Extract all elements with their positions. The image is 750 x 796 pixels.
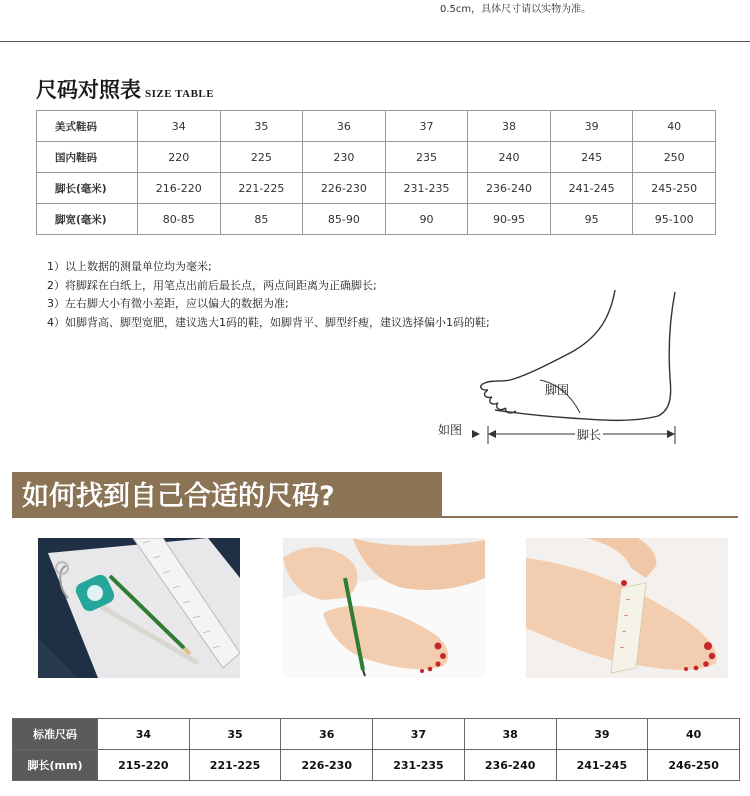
photo-measure-girth: [526, 538, 728, 678]
cell: 36: [303, 111, 386, 142]
table-row: [37, 142, 716, 173]
cell: 34: [98, 719, 190, 750]
length-label: 脚长: [577, 428, 602, 442]
cell: 231-235: [373, 750, 465, 781]
table-row: [37, 111, 716, 142]
cell: 250: [633, 142, 716, 173]
note-item: 4）如脚背高、脚型宽肥，建议选大1码的鞋，如脚背平、脚型纤瘦，建议选择偏小1码的鞋;: [47, 315, 490, 329]
row-label: 美式鞋码: [37, 111, 138, 142]
cell: 37: [385, 111, 468, 142]
cell: 241-245: [550, 173, 633, 204]
top-note: 0.5cm，具体尺寸请以实物为准。: [440, 4, 592, 15]
cell: 85: [220, 204, 303, 235]
cell: 221-225: [189, 750, 281, 781]
cell: 38: [468, 111, 551, 142]
cell: 39: [556, 719, 648, 750]
cell: 235: [385, 142, 468, 173]
cell: 230: [303, 142, 386, 173]
divider: [0, 41, 750, 42]
foot-diagram: [430, 288, 700, 448]
cell: 90: [385, 204, 468, 235]
cell: 85-90: [303, 204, 386, 235]
cell: 34: [138, 111, 221, 142]
row-label: 脚长(mm): [13, 750, 98, 781]
pointer-icon: [472, 430, 480, 438]
ruler-tape-illustration: [38, 538, 240, 678]
photo-ruler-tape: [38, 538, 240, 678]
trace-foot-illustration: [283, 538, 485, 678]
cell: 80-85: [138, 204, 221, 235]
cell: 36: [281, 719, 373, 750]
table-row: [13, 750, 740, 781]
size-table-subtitle: SIZE TABLE: [145, 88, 215, 100]
cell: 215-220: [98, 750, 190, 781]
cell: 37: [373, 719, 465, 750]
cell: 221-225: [220, 173, 303, 204]
photo-trace-foot: [283, 538, 485, 678]
cell: 40: [633, 111, 716, 142]
figure-label: 如图: [438, 423, 463, 437]
cell: 220: [138, 142, 221, 173]
row-label: 国内鞋码: [37, 142, 138, 173]
cell: 226-230: [281, 750, 373, 781]
arrow-left-icon: [488, 430, 496, 438]
cell: 95: [550, 204, 633, 235]
arrow-right-icon: [667, 430, 675, 438]
cell: 35: [189, 719, 281, 750]
cell: 231-235: [385, 173, 468, 204]
cell: 40: [648, 719, 740, 750]
cell: 236-240: [468, 173, 551, 204]
table-row: [13, 719, 740, 750]
row-label: 标准尺码: [13, 719, 98, 750]
notes-list: [47, 258, 490, 332]
girth-label: 脚围: [545, 383, 570, 397]
foot-outline: [481, 290, 675, 420]
cell: 246-250: [648, 750, 740, 781]
note-item: 3）左右脚大小有微小差距，应以偏大的数据为准;: [47, 297, 289, 310]
note-item: 2）将脚踩在白纸上，用笔点出前后最长点，两点间距离为正确脚长;: [47, 278, 377, 292]
cell: 241-245: [556, 750, 648, 781]
size-table-title-text: 尺码对照表: [36, 77, 141, 102]
row-label: 脚宽(毫米): [37, 204, 138, 235]
cell: 35: [220, 111, 303, 142]
cell: 236-240: [464, 750, 556, 781]
cell: 90-95: [468, 204, 551, 235]
cell: 240: [468, 142, 551, 173]
measure-girth-illustration: [526, 538, 728, 678]
cell: 245-250: [633, 173, 716, 204]
size-table: [36, 110, 716, 235]
cell: 216-220: [138, 173, 221, 204]
note-item: 1）以上数据的测量单位均为毫米;: [47, 260, 212, 273]
row-label: 脚长(毫米): [37, 173, 138, 204]
cell: 226-230: [303, 173, 386, 204]
table-row: [37, 173, 716, 204]
table-row: [37, 204, 716, 235]
banner-underline: [442, 516, 738, 518]
cell: 95-100: [633, 204, 716, 235]
cell: 245: [550, 142, 633, 173]
banner-title: 如何找到自己合适的尺码?: [22, 481, 335, 512]
cell: 39: [550, 111, 633, 142]
size-table-title: [36, 74, 214, 104]
cell: 225: [220, 142, 303, 173]
standard-size-table: [12, 718, 740, 781]
cell: 38: [464, 719, 556, 750]
